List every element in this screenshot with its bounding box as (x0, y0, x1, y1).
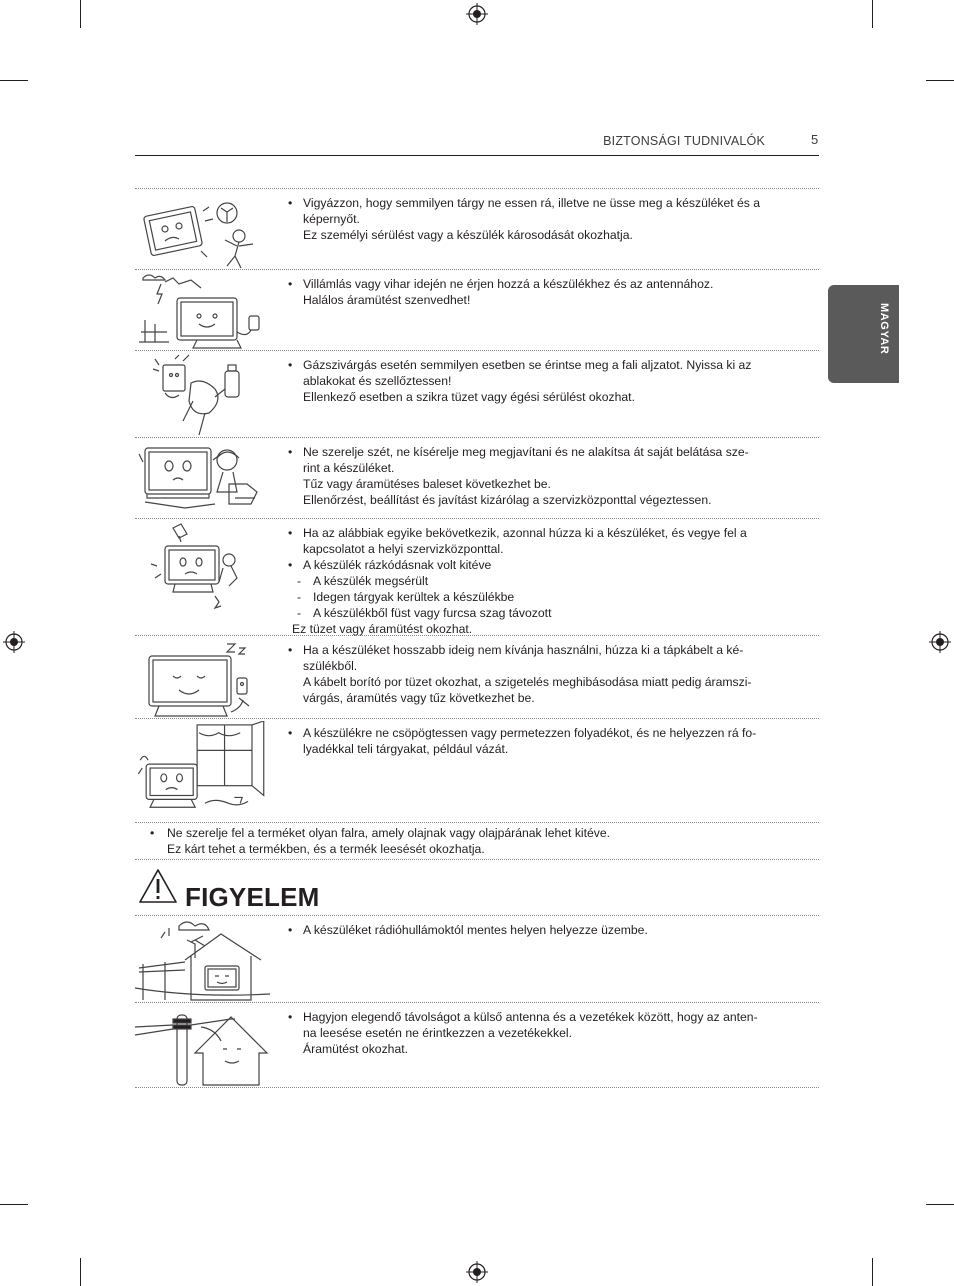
text-line: ablakokat és szellőztessen! (303, 374, 452, 388)
crop-mark (872, 0, 873, 28)
tv-ball-impact-illustration (135, 191, 270, 275)
text-line: • A készülék rázkódásnak volt kitéve (303, 558, 492, 572)
safety-item (135, 718, 819, 822)
bullet (285, 276, 795, 308)
bullet (285, 922, 795, 938)
dash-item: - Idegen tárgyak kerültek a készülékbe (285, 589, 795, 605)
liquid-spill-tv-window-illustration (135, 721, 270, 819)
bullet (135, 825, 819, 857)
text-line: rint a készüléket. (303, 461, 395, 475)
safety-item (135, 518, 819, 635)
dash-item: - A készülékből füst vagy furcsa szag távozott (285, 605, 795, 621)
text-line: Ez kárt tehet a termékben, és a termék leesését okozhatja. (167, 842, 485, 856)
text-line: Ellenőrzést, beállítást és javítást kizárólag a szervizközponttal végeztessen. (303, 493, 712, 507)
text-line: Halálos áramütést szenvedhet! (303, 293, 471, 307)
text-line: • Villámlás vagy vihar idején ne érjen hozzá a készülékhez és az antennához. (303, 277, 714, 291)
crop-mark (926, 1204, 954, 1205)
bullet (285, 444, 795, 508)
dash-item: - A készülék megsérült (285, 573, 795, 589)
header-rule (135, 155, 819, 156)
safety-item (135, 635, 819, 718)
registration-mark-icon (466, 3, 488, 25)
bullet (285, 557, 795, 573)
text-line: na leesése esetén ne érintkezzen a vezetékekkel. (303, 1026, 572, 1040)
text-line: • Ne szerelje fel a terméket olyan falra, amely olajnak vagy olajpárának lehet kitéve. (167, 826, 611, 840)
text-line: kapcsolatot a helyi szervizközponttal. (303, 542, 504, 556)
text-line: • Ha az alábbiak egyike bekövetkezik, azonnal húzza ki a készüléket, és vegye fel a (303, 526, 747, 540)
caution-title: FIGYELEM (185, 882, 320, 912)
bullet (285, 525, 795, 557)
bullet (285, 725, 795, 757)
crop-mark (80, 1258, 81, 1286)
text-line: • A készülékre ne csöpögtessen vagy permetezzen folyadékot, és ne helyezzen rá fo- (303, 726, 757, 740)
item-text (285, 276, 795, 308)
registration-mark-icon (3, 631, 25, 653)
item-text (285, 642, 795, 706)
crop-mark (872, 1258, 873, 1286)
item-text (285, 525, 795, 637)
registration-mark-icon (929, 631, 951, 653)
text-line: • Vigyázzon, hogy semmilyen tárgy ne essen rá, illetve ne üsse meg a készüléket és a (303, 196, 761, 210)
text-line: lyadékkal teli tárgyakat, például vázát. (303, 742, 509, 756)
caution-item (135, 1002, 819, 1087)
lightning-storm-tv-illustration (135, 272, 270, 356)
item-text (285, 195, 795, 243)
bullet (285, 642, 795, 706)
text-line: • Ha a készüléket hosszabb ideig nem kívánja használni, húzza ki a tápkábelt a ké- (303, 643, 744, 657)
crop-mark (0, 1204, 28, 1205)
text-line: • Hagyjon elegendő távolságot a külső antenna és a vezetékek között, hogy az anten- (303, 1010, 758, 1024)
sleeping-tv-unplugged-illustration (135, 638, 270, 722)
text-line: • Ne szerelje szét, ne kísérelje meg megjavítani és ne alakítsa át saját belátása sze- (303, 445, 749, 459)
registration-mark-icon (466, 1261, 488, 1283)
text-line: képernyőt. (303, 212, 360, 226)
crop-mark (0, 80, 28, 81)
text-line: Ellenkező esetben a szikra tüzet vagy égési sérülést okozhat. (303, 390, 635, 404)
text-line: várgás, áramütés vagy tűz következhet be. (303, 691, 535, 705)
safety-item (135, 437, 819, 518)
bullet (285, 357, 795, 405)
text-line: Áramütést okozhat. (303, 1042, 408, 1056)
gas-leak-socket-illustration (135, 353, 270, 437)
item-text (285, 725, 795, 757)
item-text (285, 922, 795, 938)
warning-triangle-icon (138, 868, 178, 904)
page-number: 5 (811, 132, 819, 147)
text-line: A kábelt borító por tüzet okozhat, a szigetelés meghibásodása miatt pedig áramszi- (303, 675, 752, 689)
language-tab (828, 285, 899, 383)
safety-item (135, 188, 819, 269)
antenna-powerline-house-illustration (135, 1005, 270, 1089)
caution-item (135, 915, 819, 1002)
separator (135, 822, 819, 823)
safety-item (135, 269, 819, 350)
text-line: • Gázszivárgás esetén semmilyen esetben se érintse meg a fali aljzatot. Nyissa ki az (303, 358, 752, 372)
damaged-tv-unplug-illustration (135, 519, 270, 609)
disassembly-tv-illustration (135, 440, 270, 524)
item-text (285, 444, 795, 508)
separator (135, 859, 819, 860)
wall-mount-note (135, 825, 819, 857)
text-line: • A készüléket rádióhullámoktól mentes helyen helyezze üzembe. (303, 923, 648, 937)
item-text (285, 1009, 795, 1057)
bullet (285, 195, 795, 243)
section-title: BIZTONSÁGI TUDNIVALÓK (603, 134, 765, 148)
crop-mark (80, 0, 81, 28)
text-line: Ez személyi sérülést vagy a készülék károsodását okozhatja. (303, 228, 633, 242)
house-antenna-tv-illustration (135, 918, 270, 1002)
text-line: szülékből. (303, 659, 358, 673)
text-line: Tűz vagy áramütéses baleset következhet be. (303, 477, 551, 491)
safety-item (135, 350, 819, 437)
language-tab-label: MAGYAR (878, 303, 890, 355)
crop-mark (926, 80, 954, 81)
note-line: Ez tüzet vagy áramütést okozhat. (292, 622, 473, 636)
item-text (285, 357, 795, 405)
bullet (285, 1009, 795, 1057)
